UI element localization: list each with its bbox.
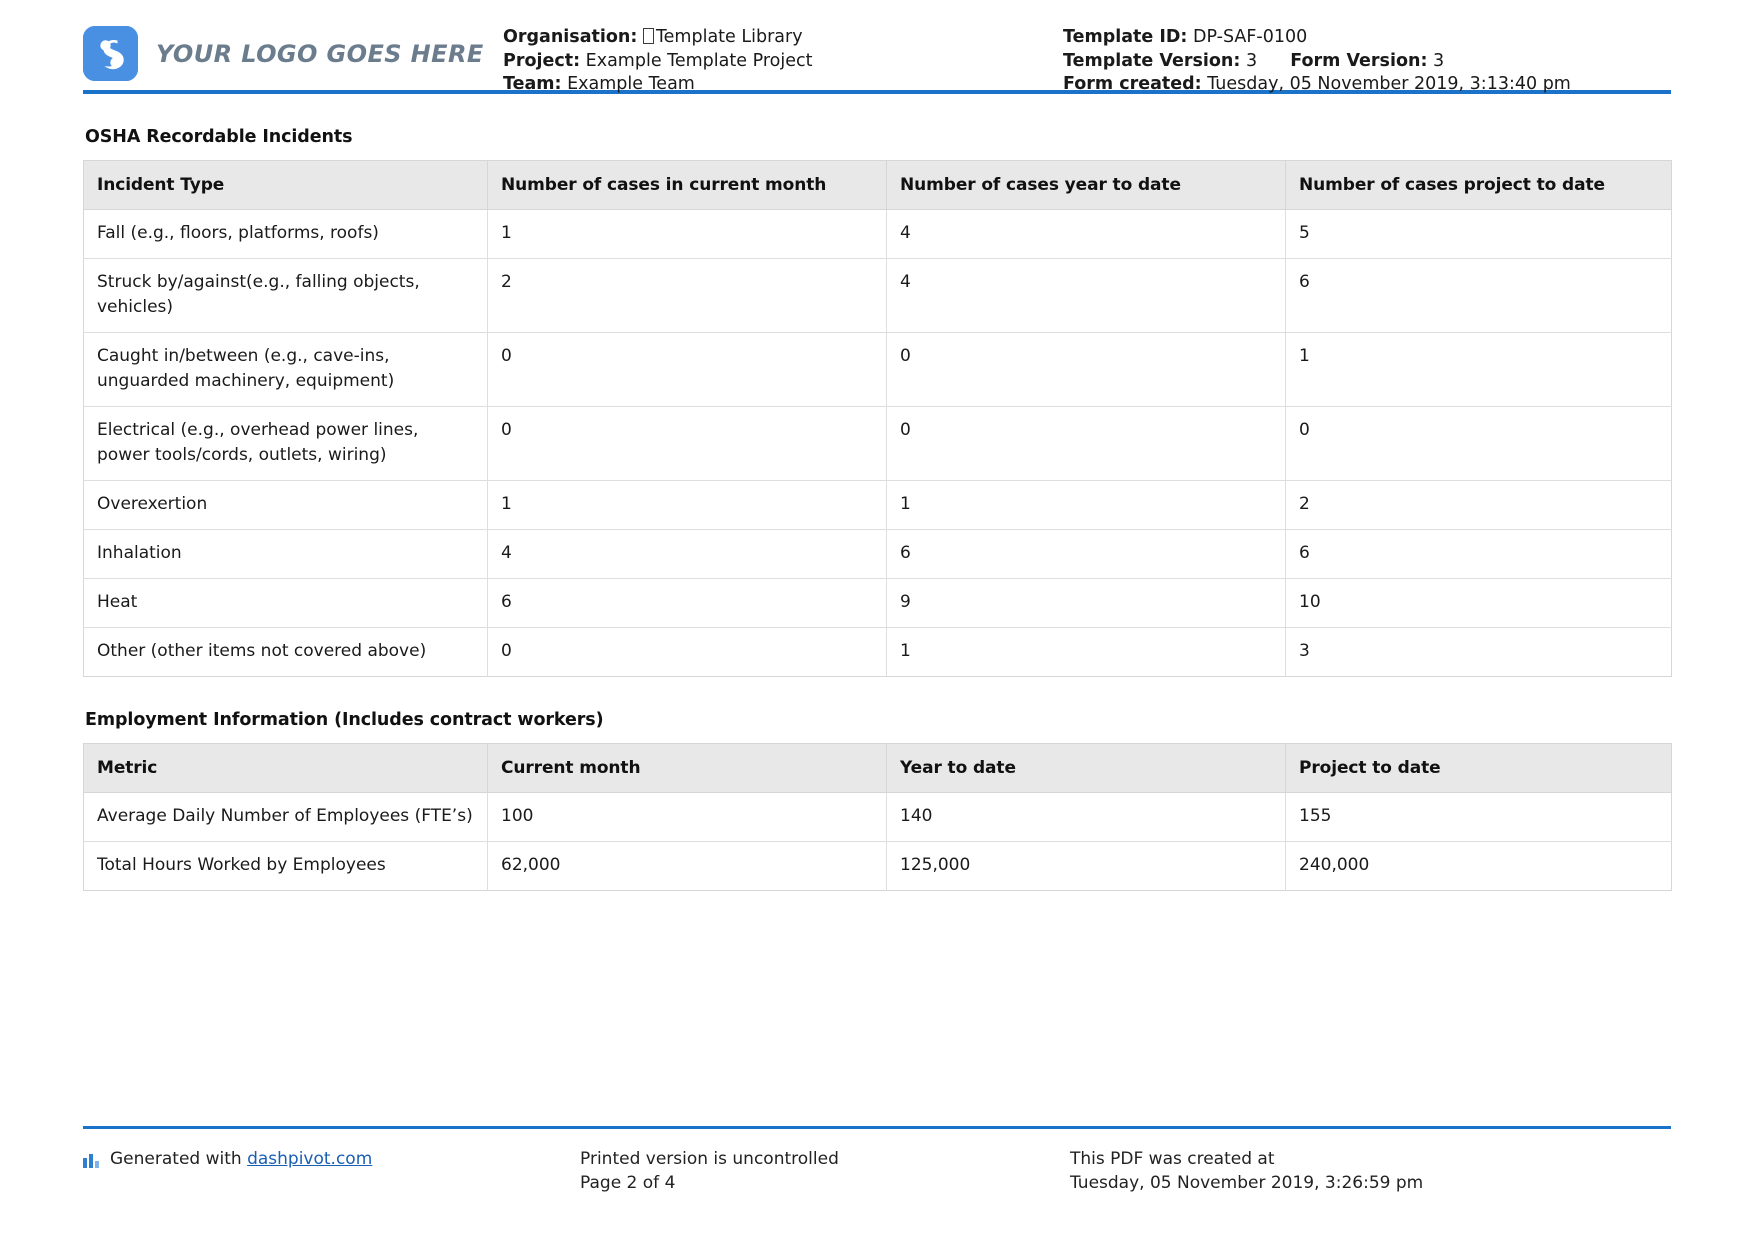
team-line: [503, 73, 1063, 97]
footer-print-status: [580, 1147, 1070, 1195]
dashpivot-logo-icon: [83, 26, 138, 81]
team-value: Example Team: [567, 74, 695, 94]
section-title-osha: OSHA Recordable Incidents: [85, 127, 353, 147]
cell-project-to-date: 6: [1286, 259, 1672, 333]
cell-project-to-date: 1: [1286, 333, 1672, 407]
project-label: Project:: [503, 50, 581, 71]
cell-incident-type: Electrical (e.g., overhead power lines, power tools/cords, outlets, wiring): [84, 407, 488, 481]
cell-current-month: 0: [488, 628, 887, 677]
cell-year-to-date: 1: [887, 481, 1286, 530]
page-number: Page 2 of 4: [580, 1173, 676, 1193]
cell-project-to-date: 3: [1299, 641, 1310, 661]
column-header-year-to-date: Number of cases year to date: [887, 161, 1286, 210]
team-label: Team:: [503, 74, 562, 94]
column-header-year-to-date: Year to date: [887, 744, 1286, 793]
cell-project-to-date: 10: [1286, 579, 1672, 628]
employment-information-table: [83, 743, 1672, 891]
cell-project-to-date: 6: [1286, 530, 1672, 579]
form-version-label: Form Version:: [1290, 50, 1428, 71]
cell-incident-type: Heat: [84, 579, 488, 628]
template-id-value: DP-SAF-0100: [1193, 27, 1308, 47]
cell-incident-type: Caught in/between (e.g., cave-ins, unguarded machinery, equipment): [84, 333, 488, 407]
cell-current-month: 62,000: [488, 842, 887, 891]
header-meta-left: [503, 18, 1063, 97]
cell-year-to-date: 1: [887, 628, 1286, 677]
footer-generated-prefix: Generated with: [110, 1149, 248, 1169]
cell-current-month: 100: [488, 793, 887, 842]
cell-year-to-date: 4: [887, 210, 1286, 259]
version-line: [1063, 50, 1671, 74]
page-header: [83, 0, 1671, 94]
logo-text: YOUR LOGO GOES HERE: [156, 39, 484, 68]
column-header-project-to-date: Project to date: [1286, 744, 1672, 793]
table-header-row: [84, 161, 1672, 210]
table-row: [84, 628, 1672, 677]
cell-current-month: 0: [488, 333, 887, 407]
osha-recordable-incidents-table: [83, 160, 1672, 677]
cell-year-to-date: 6: [887, 530, 1286, 579]
table-row: [84, 481, 1672, 530]
table-header-row: [84, 744, 1672, 793]
table-row: [84, 530, 1672, 579]
footer-divider: [83, 1126, 1671, 1129]
bar-chart-icon: [83, 1151, 101, 1167]
cell-project-to-date: 2: [1286, 481, 1672, 530]
table-row: [84, 579, 1672, 628]
cell-year-to-date: 0: [887, 333, 1286, 407]
template-version-label: Template Version:: [1063, 50, 1241, 71]
footer-generated-with: [83, 1147, 580, 1195]
cell-project-to-date: 0: [1286, 407, 1672, 481]
missing-glyph-icon: [643, 28, 654, 44]
project-line: [503, 50, 1063, 74]
column-header-current-month: Current month: [488, 744, 887, 793]
table-row: [84, 333, 1672, 407]
table-row: [84, 842, 1672, 891]
organisation-value: Template Library: [655, 27, 803, 47]
form-version-value: 3: [1433, 50, 1445, 71]
template-id-line: [1063, 26, 1671, 50]
column-header-incident-type: Incident Type: [84, 161, 488, 210]
table-row: [84, 407, 1672, 481]
cell-project-to-date: 240,000: [1299, 855, 1370, 875]
column-header-project-to-date: Number of cases project to date: [1286, 161, 1672, 210]
uncontrolled-notice: Printed version is uncontrolled: [580, 1149, 839, 1169]
footer-created-at: [1070, 1147, 1671, 1195]
table-row: [84, 259, 1672, 333]
footer-generated-text: [110, 1147, 372, 1171]
cell-incident-type: Other (other items not covered above): [84, 628, 488, 677]
cell-current-month: 2: [488, 259, 887, 333]
form-created-value: Tuesday, 05 November 2019, 3:13:40 pm: [1207, 74, 1571, 94]
cell-current-month: 1: [488, 481, 887, 530]
cell-project-to-date: 155: [1286, 793, 1672, 842]
created-at-value: Tuesday, 05 November 2019, 3:26:59 pm: [1070, 1173, 1424, 1193]
form-created-label: Form created:: [1063, 74, 1202, 94]
cell-current-month: 4: [488, 530, 887, 579]
cell-current-month: 6: [488, 579, 887, 628]
cell-project-to-date: 5: [1286, 210, 1672, 259]
table-row: [84, 210, 1672, 259]
column-header-current-month: Number of cases in current month: [488, 161, 887, 210]
form-created-line: [1063, 73, 1671, 97]
cell-current-month: 1: [488, 210, 887, 259]
cell-incident-type: Overexertion: [84, 481, 488, 530]
cell-year-to-date: 140: [887, 793, 1286, 842]
cell-year-to-date: 9: [887, 579, 1286, 628]
cell-metric: Average Daily Number of Employees (FTE’s): [84, 793, 488, 842]
template-id-label: Template ID:: [1063, 27, 1188, 47]
logo-block: [83, 18, 503, 81]
organisation-line: [503, 26, 1063, 50]
template-version-value: 3: [1245, 50, 1258, 71]
cell-year-to-date: 0: [887, 407, 1286, 481]
section-title-employment: Employment Information (Includes contract workers): [85, 710, 604, 730]
column-header-metric: Metric: [84, 744, 488, 793]
cell-year-to-date: 4: [887, 259, 1286, 333]
cell-current-month: 0: [488, 407, 887, 481]
dashpivot-link[interactable]: dashpivot.com: [247, 1149, 373, 1169]
cell-incident-type: Inhalation: [84, 530, 488, 579]
project-value: Example Template Project: [585, 50, 813, 71]
organisation-label: Organisation:: [503, 27, 638, 47]
cell-year-to-date: 125,000: [887, 842, 1286, 891]
cell-metric: Total Hours Worked by Employees: [84, 842, 488, 891]
cell-incident-type: Fall (e.g., floors, platforms, roofs): [84, 210, 488, 259]
cell-incident-type: Struck by/against(e.g., falling objects, vehicles): [84, 259, 488, 333]
created-at-label: This PDF was created at: [1070, 1149, 1275, 1169]
page-footer: [83, 1126, 1671, 1195]
footer-row: [83, 1147, 1671, 1195]
table-row: [84, 793, 1672, 842]
header-meta-right: [1063, 18, 1671, 97]
